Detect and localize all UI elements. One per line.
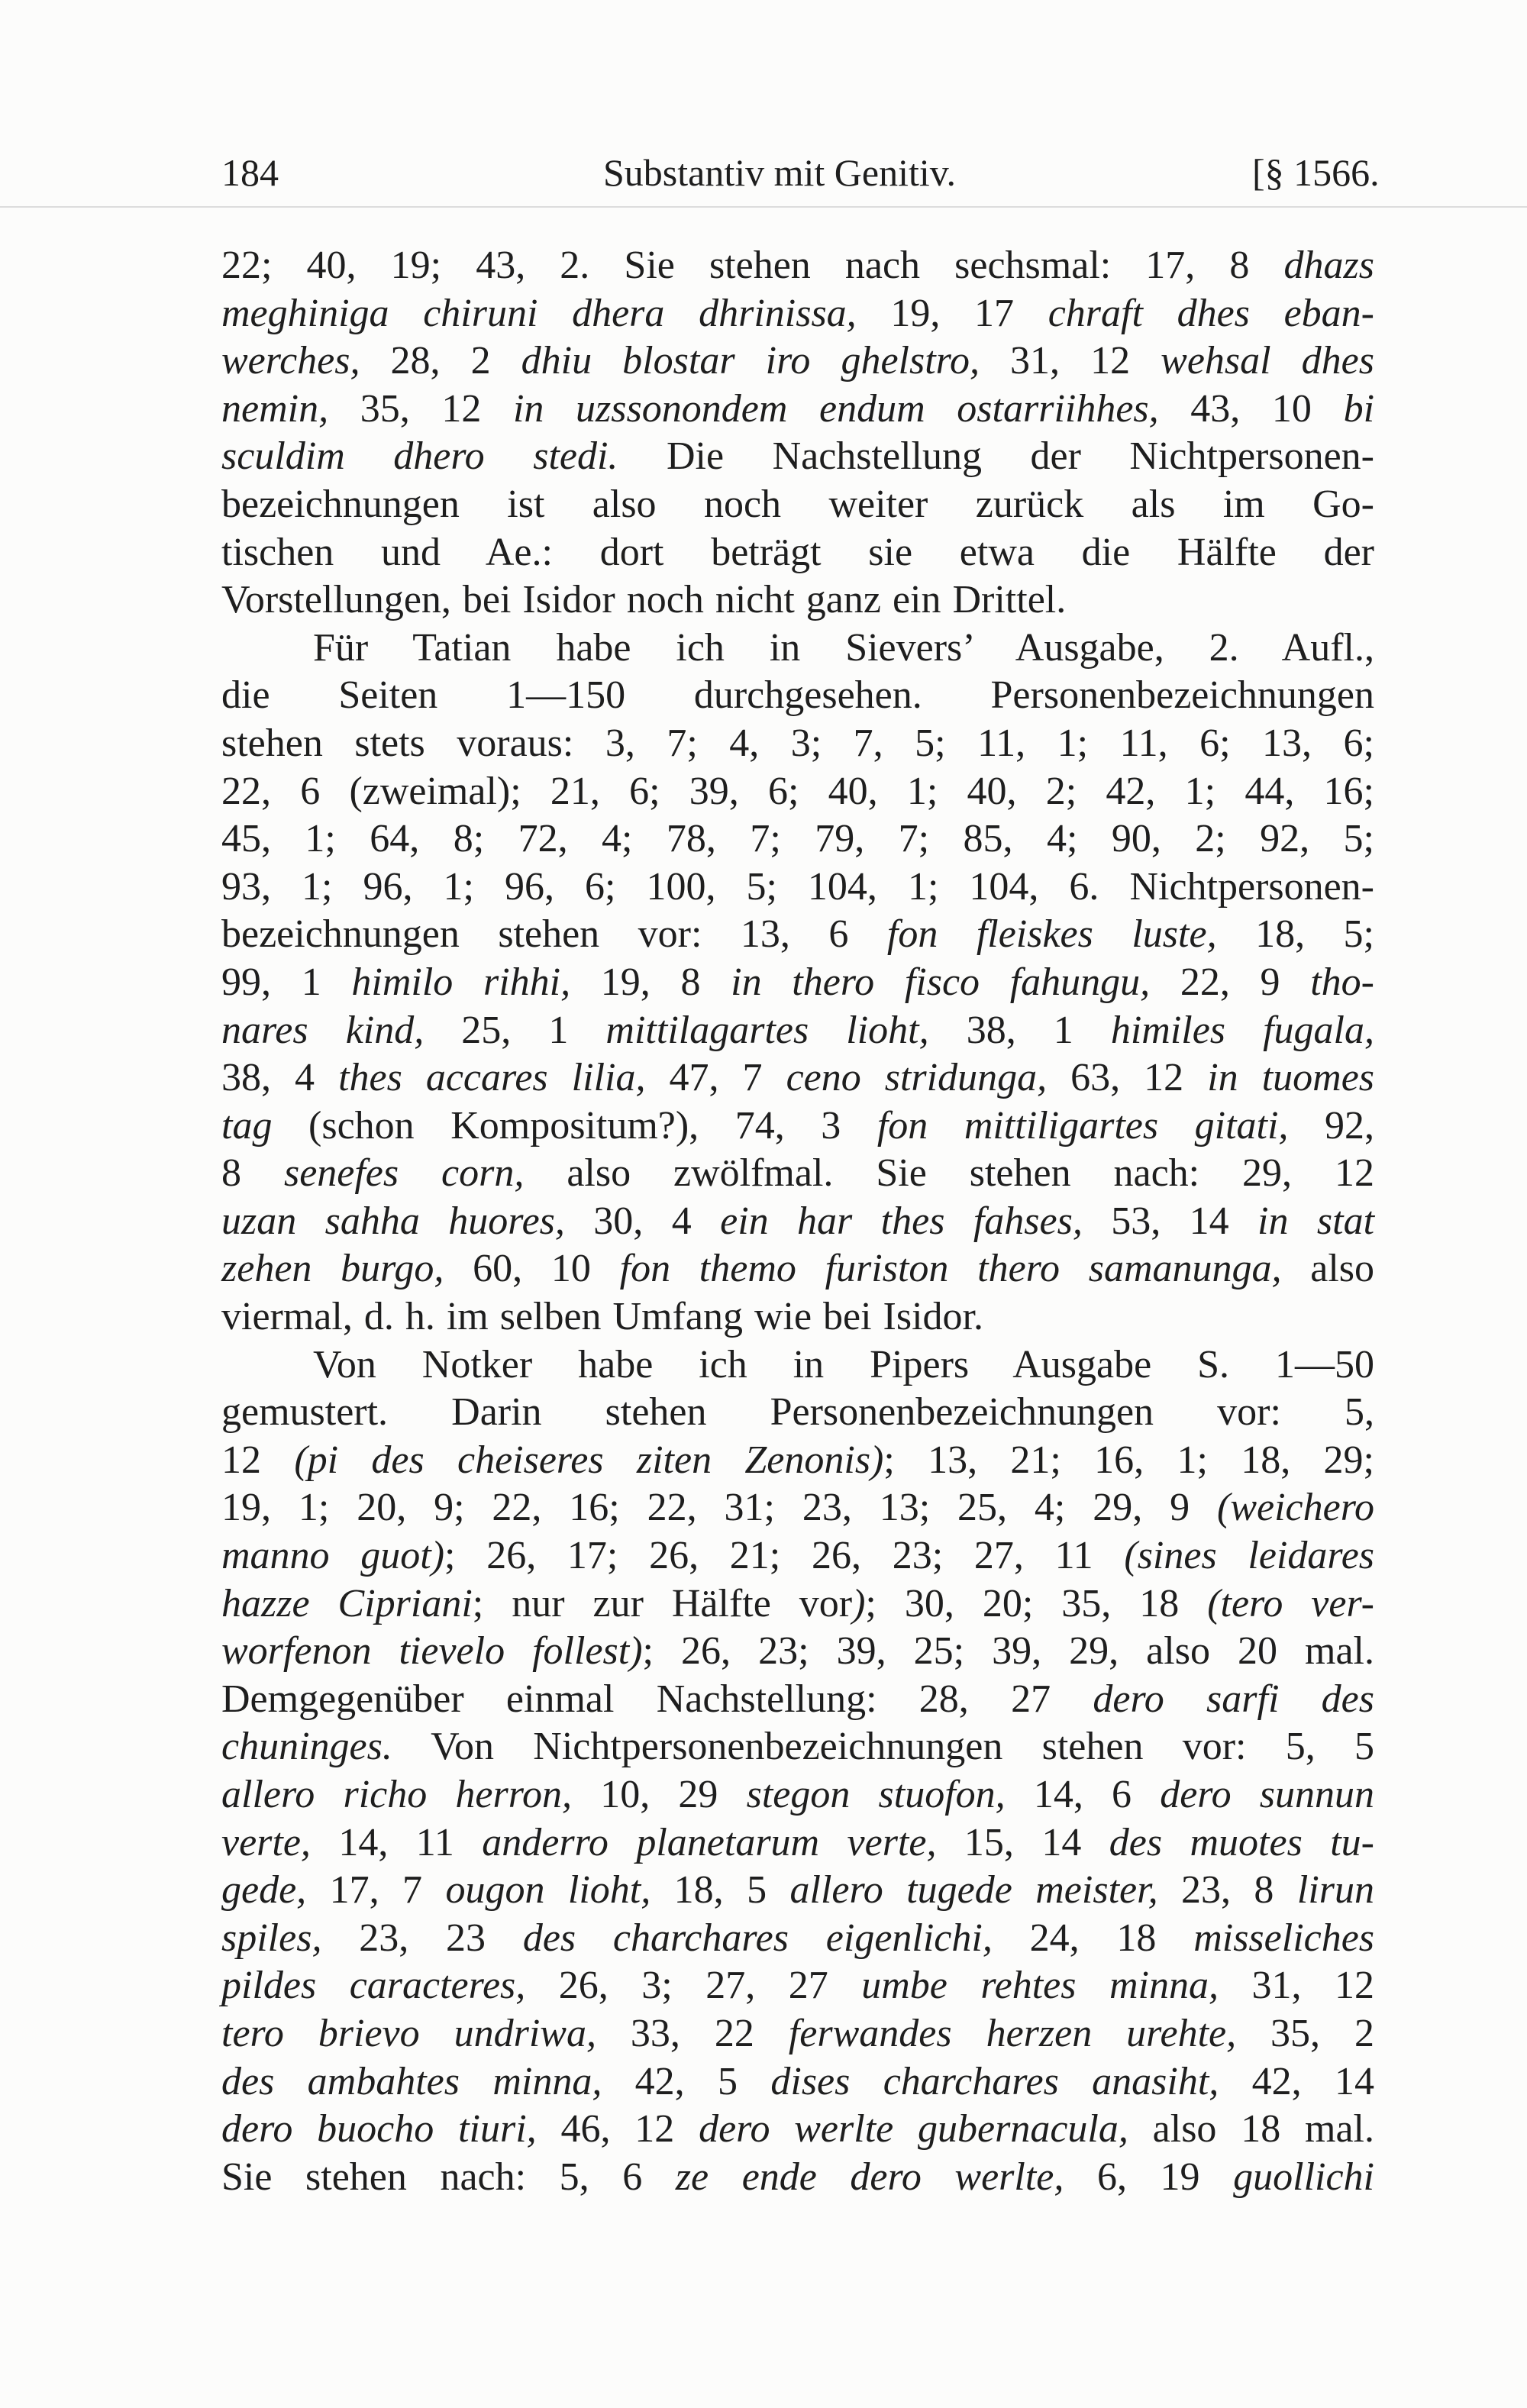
italic-quote: allero tugede meister, <box>789 1868 1158 1913</box>
text-run: 23, 23 <box>321 1916 523 1960</box>
italic-quote: allero richo herron, <box>221 1773 573 1816</box>
text-line <box>221 1341 1374 1390</box>
text-run: 14, 6 <box>1005 1773 1161 1816</box>
text-run: Von Notker habe ich in Pipers Ausgabe S. 1—50 <box>313 1342 1374 1386</box>
text-run: 99, 1 <box>221 960 352 1004</box>
text-run: 47, 7 <box>645 1056 786 1100</box>
italic-quote: meghiniga chiruni dhera dhrinissa, <box>221 291 857 335</box>
text-run: stehen stets voraus: 3, 7; 4, 3; 7, 5; 11, 1; 11, 6; 13, 6; <box>221 721 1374 765</box>
text-line <box>221 1389 1374 1437</box>
text-line <box>221 1102 1374 1151</box>
italic-quote: des charchares eigenlichi, <box>522 1916 993 1960</box>
text-run: 25, 1 <box>424 1008 606 1052</box>
text-run: 22; 40, 19; 43, 2. Sie stehen nach sechsmal: 17, 8 <box>221 244 1284 287</box>
text-run: 24, 18 <box>992 1916 1194 1960</box>
text-run: 35, 2 <box>1236 2011 1375 2055</box>
header-rule <box>0 206 1527 208</box>
italic-quote: fon themo furiston thero samanunga, <box>619 1247 1282 1291</box>
text-line <box>221 1580 1374 1628</box>
italic-quote: senefes corn, <box>283 1151 525 1196</box>
text-line <box>221 1293 1374 1341</box>
text-run: 10, 29 <box>572 1773 747 1816</box>
text-line <box>221 1150 1374 1198</box>
text-line <box>221 1628 1374 1676</box>
italic-quote: dero werlte gubernacula, <box>699 2107 1128 2151</box>
text-line <box>221 2106 1374 2154</box>
text-run: ; 26, 23; 39, 25; 39, 29, also 20 mal. <box>642 1629 1374 1674</box>
italic-quote: ze ende dero werlte, <box>675 2155 1064 2199</box>
italic-quote: (sines leidares <box>1124 1534 1375 1578</box>
italic-quote: lirun <box>1296 1868 1375 1913</box>
italic-quote: sculdim dhero stedi. <box>221 434 618 479</box>
text-run: 53, 14 <box>1082 1199 1258 1243</box>
text-line <box>221 720 1374 768</box>
text-run: 93, 1; 96, 1; 96, 6; 100, 5; 104, 1; 104, 6. Nichtpersonen- <box>221 864 1374 909</box>
italic-quote: himilo rihhi, <box>351 960 571 1004</box>
italic-quote: in uzssonondem endum ostarriihhes, <box>512 386 1159 431</box>
italic-quote: ) <box>852 1581 866 1625</box>
text-run: gemustert. Darin stehen Personenbezeichnungen vor: 5, <box>221 1390 1374 1435</box>
text-run: Die Nachstellung der Nichtpersonen- <box>618 434 1374 479</box>
italic-quote: umbe rehtes minna, <box>861 1964 1219 2008</box>
text-run: tischen und Ae.: dort beträgt sie etwa die Hälfte der <box>221 530 1374 574</box>
italic-quote: gede, <box>221 1868 307 1913</box>
italic-quote: fon mittiligartes gitati, <box>876 1103 1289 1148</box>
italic-quote: nares kind, <box>221 1008 425 1052</box>
text-line <box>221 1532 1374 1580</box>
text-run: 92, <box>1288 1103 1374 1148</box>
text-line <box>221 1962 1374 2010</box>
running-title: Substantiv mit Genitiv. <box>603 151 957 194</box>
italic-quote: verte, <box>221 1820 311 1864</box>
text-line <box>221 1007 1374 1055</box>
italic-quote: (pi des cheiseres ziten Zenonis) <box>294 1438 884 1482</box>
text-line <box>221 1819 1374 1867</box>
text-run: 28, 2 <box>360 339 521 383</box>
text-run: Von Nichtpersonenbezeichnungen stehen vor: 5, 5 <box>392 1725 1374 1769</box>
italic-quote: chuninges. <box>221 1725 392 1769</box>
text-line <box>221 433 1374 481</box>
text-run: 8 <box>221 1151 284 1196</box>
text-line <box>221 1676 1374 1724</box>
text-line <box>221 576 1374 625</box>
text-run: 30, 4 <box>564 1199 721 1243</box>
italic-quote: stegon stuofon, <box>746 1773 1006 1816</box>
italic-quote: manno guot) <box>221 1534 445 1578</box>
italic-quote: himiles fugala, <box>1110 1008 1374 1052</box>
text-line <box>221 242 1374 290</box>
text-run: 45, 1; 64, 8; 72, 4; 78, 7; 79, 7; 85, 4; 90, 2; 92, 5; <box>221 817 1374 861</box>
text-run: 38, 1 <box>928 1008 1111 1052</box>
text-line <box>221 959 1374 1007</box>
text-run: 23, 8 <box>1157 1868 1297 1913</box>
italic-quote: in stat <box>1257 1199 1375 1243</box>
text-run: 15, 14 <box>936 1820 1109 1864</box>
text-run: bezeichnungen ist also noch weiter zurück als im Go- <box>221 482 1374 526</box>
italic-quote: worfenon tievelo follest) <box>221 1629 643 1674</box>
text-line <box>221 672 1374 720</box>
italic-quote: guollichi <box>1233 2155 1374 2199</box>
text-run: 38, 4 <box>221 1056 339 1100</box>
text-run: ; 26, 17; 26, 21; 26, 23; 27, 11 <box>444 1534 1125 1578</box>
text-run: 6, 19 <box>1064 2155 1234 2199</box>
italic-quote: hazze Cipriani <box>221 1581 473 1625</box>
italic-quote: chraft dhes eban- <box>1048 291 1374 335</box>
italic-quote: spiles, <box>221 1916 322 1960</box>
text-run: 43, 10 <box>1158 386 1344 431</box>
italic-quote: ceno stridunga, <box>786 1056 1048 1100</box>
text-run: 33, 22 <box>596 2011 789 2055</box>
italic-quote: wehsal dhes <box>1161 339 1375 383</box>
text-line <box>221 2058 1374 2106</box>
italic-quote: thes accares lilia, <box>338 1056 646 1100</box>
text-run: 42, 14 <box>1219 2059 1374 2103</box>
text-run: 42, 5 <box>602 2059 771 2103</box>
italic-quote: in thero fisco fahungu, <box>731 960 1151 1004</box>
italic-quote: ferwandes herzen urehte, <box>788 2011 1237 2055</box>
italic-quote: pildes caracteres, <box>221 1964 526 2008</box>
page-number: 184 <box>221 151 279 194</box>
text-line <box>221 1054 1374 1102</box>
italic-quote: (weichero <box>1217 1486 1374 1530</box>
text-run: 17, 7 <box>306 1868 446 1913</box>
text-run: ; 30, 20; 35, 18 <box>865 1581 1208 1625</box>
text-run: 35, 12 <box>328 386 513 431</box>
italic-quote: dero sarfi des <box>1093 1677 1374 1721</box>
section-number: [§ 1566. <box>1252 151 1380 194</box>
text-line <box>221 1867 1374 1915</box>
text-run: 18, 5; <box>1216 912 1374 957</box>
text-run: 18, 5 <box>651 1868 790 1913</box>
italic-quote: dises charchares anasiht, <box>770 2059 1219 2103</box>
text-run: bezeichnungen stehen vor: 13, 6 <box>221 912 887 957</box>
text-run: die Seiten 1—150 durchgesehen. Personenbezeichnungen <box>221 673 1374 718</box>
text-line <box>221 815 1374 863</box>
italic-quote: misseliches <box>1193 1916 1375 1960</box>
italic-quote: ougon lioht, <box>445 1868 651 1913</box>
text-run: 31, 12 <box>1219 1964 1374 2008</box>
text-run: 26, 3; 27, 27 <box>525 1964 862 2008</box>
text-run: 14, 11 <box>310 1820 483 1864</box>
text-run: Sie stehen nach: 5, 6 <box>221 2155 676 2199</box>
text-line <box>221 481 1374 529</box>
text-run: 60, 10 <box>444 1247 620 1291</box>
text-line <box>221 2010 1374 2058</box>
text-run: 63, 12 <box>1047 1056 1208 1100</box>
text-line <box>221 337 1374 386</box>
text-line <box>221 1198 1374 1246</box>
text-run: 46, 12 <box>536 2107 699 2151</box>
italic-quote: ein har thes fahses, <box>720 1199 1083 1243</box>
italic-quote: (tero ver- <box>1207 1581 1374 1625</box>
italic-quote: des muotes tu- <box>1109 1820 1374 1864</box>
text-line <box>221 529 1374 577</box>
text-run: 22, 6 (zweimal); 21, 6; 39, 6; 40, 1; 40, 2; 42, 1; 44, 16; <box>221 769 1374 813</box>
text-run: 31, 12 <box>979 339 1161 383</box>
italic-quote: zehen burgo, <box>221 1247 444 1291</box>
text-run: ; nur zur Hälfte vor <box>472 1581 853 1625</box>
text-line <box>221 1484 1374 1532</box>
italic-quote: dhiu blostar iro ghelstro, <box>521 339 980 383</box>
italic-quote: bi <box>1343 386 1375 431</box>
text-run: 19, 1; 20, 9; 22, 16; 22, 31; 23, 13; 25, 4; 29, 9 <box>221 1486 1217 1530</box>
italic-quote: dhazs <box>1283 244 1374 287</box>
text-run: ; 13, 21; 16, 1; 18, 29; <box>883 1438 1374 1482</box>
italic-quote: tho- <box>1310 960 1374 1004</box>
text-line <box>221 768 1374 816</box>
italic-quote: dero sunnun <box>1160 1773 1375 1816</box>
italic-quote: anderro planetarum verte, <box>482 1820 937 1864</box>
italic-quote: nemin, <box>221 386 329 431</box>
text-run: Für Tatian habe ich in Sievers’ Ausgabe, 2. Aufl., <box>313 625 1374 670</box>
text-line <box>221 863 1374 912</box>
italic-quote: in tuomes <box>1207 1056 1375 1100</box>
text-run: also zwölfmal. Sie stehen nach: 29, 12 <box>524 1151 1374 1196</box>
text-run: Vorstellungen, bei Isidor noch nicht ganz ein Drittel. <box>221 578 1067 622</box>
text-run: 22, 9 <box>1150 960 1311 1004</box>
text-run: also 18 mal. <box>1128 2107 1375 2151</box>
text-line <box>221 1723 1374 1771</box>
text-run: also <box>1281 1247 1375 1291</box>
text-line <box>221 386 1374 434</box>
text-line <box>221 911 1374 959</box>
text-run: 12 <box>221 1438 295 1482</box>
italic-quote: uzan sahha huores, <box>221 1199 565 1243</box>
text-line <box>221 625 1374 673</box>
italic-quote: des ambahtes minna, <box>221 2059 602 2103</box>
text-run: 19, 17 <box>856 291 1048 335</box>
italic-quote: mittilagartes lioht, <box>605 1008 929 1052</box>
text-run: 19, 8 <box>570 960 731 1004</box>
text-line <box>221 1771 1374 1819</box>
text-run: viermal, d. h. im selben Umfang wie bei Isidor. <box>221 1295 984 1339</box>
text-line <box>221 1915 1374 1963</box>
italic-quote: werches, <box>221 339 360 383</box>
text-line <box>221 1245 1374 1293</box>
text-line <box>221 1437 1374 1485</box>
italic-quote: tero brievo undriwa, <box>221 2011 596 2055</box>
italic-quote: fon fleiskes luste, <box>886 912 1217 957</box>
text-run: (schon Kompositum?), 74, 3 <box>272 1103 877 1148</box>
body-text <box>221 242 1374 2201</box>
text-line <box>221 2154 1374 2202</box>
italic-quote: dero buocho tiuri, <box>221 2107 537 2151</box>
text-line <box>221 290 1374 338</box>
text-run: Demgegenüber einmal Nachstellung: 28, 27 <box>221 1677 1093 1721</box>
italic-quote: tag <box>221 1103 273 1148</box>
